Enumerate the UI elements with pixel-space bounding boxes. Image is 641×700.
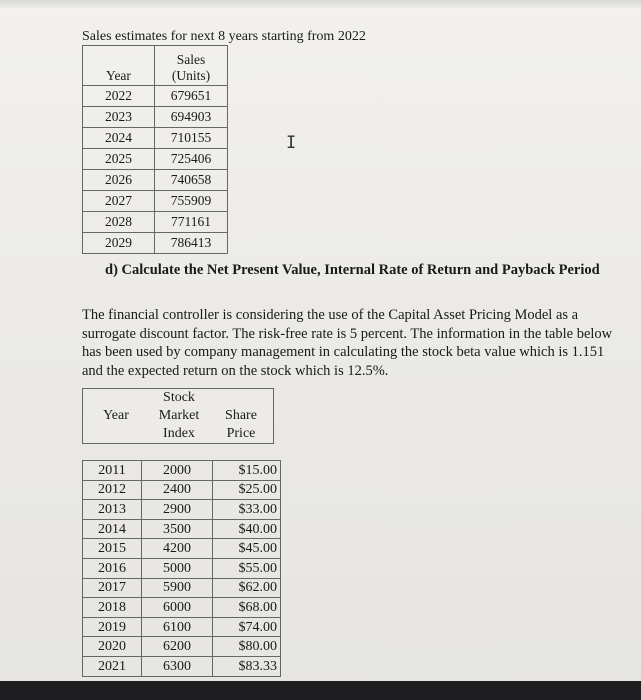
stock-header-price-line2: Price: [226, 426, 256, 441]
text-cursor-icon: I: [286, 133, 297, 153]
question-heading: d) Calculate the Net Present Value, Internal Rate of Return and Payback Period: [105, 262, 600, 278]
stock-cell-year: 2019: [83, 617, 142, 637]
stock-cell-year: 2011: [83, 461, 142, 481]
sales-cell-units: 755909: [155, 191, 228, 212]
sales-cell-year: 2025: [83, 149, 155, 170]
sales-cell-year: 2027: [83, 191, 155, 212]
stock-header-table: [82, 388, 274, 444]
sales-cell-units: 710155: [155, 128, 228, 149]
stock-cell-year: 2017: [83, 578, 142, 598]
sales-cell-year: 2024: [83, 128, 155, 149]
stock-row: [83, 598, 281, 618]
sales-table: [82, 45, 228, 254]
stock-header-index-line2: Market: [158, 408, 200, 423]
sales-row: [83, 191, 228, 212]
stock-cell-year: 2012: [83, 480, 142, 500]
stock-cell-index: 5000: [142, 558, 213, 578]
stock-header-index-line3: Index: [163, 426, 195, 441]
stock-cell-price: $15.00: [213, 461, 281, 481]
stock-header-row: [83, 389, 274, 444]
paragraph-line: The financial controller is considering the use of the Capital Asset Pricing Model as a: [82, 307, 579, 323]
stock-cell-year: 2021: [83, 656, 142, 676]
stock-cell-price: $25.00: [213, 480, 281, 500]
sales-header-row: [83, 46, 228, 86]
stock-row: [83, 578, 281, 598]
sales-cell-year: 2022: [83, 86, 155, 107]
sales-row: [83, 212, 228, 233]
sales-header-units: [155, 46, 228, 86]
stock-cell-price: $80.00: [213, 637, 281, 657]
stock-cell-price: $55.00: [213, 558, 281, 578]
sales-cell-year: 2023: [83, 107, 155, 128]
sales-row: [83, 233, 228, 254]
stock-header-year-label: Year: [103, 408, 129, 423]
stock-header-price: [209, 389, 274, 444]
stock-cell-price: $62.00: [213, 578, 281, 598]
stock-header-price-line1: Share: [225, 408, 257, 423]
sales-header-units-line2: (Units): [171, 68, 211, 83]
stock-row: [83, 500, 281, 520]
sales-cell-units: 771161: [155, 212, 228, 233]
sales-cell-units: 725406: [155, 149, 228, 170]
sales-row: [83, 128, 228, 149]
stock-cell-year: 2015: [83, 539, 142, 559]
sales-cell-year: 2026: [83, 170, 155, 191]
sales-row: [83, 107, 228, 128]
stock-header-index-line1: Stock: [163, 390, 195, 405]
stock-cell-index: 2000: [142, 461, 213, 481]
sales-caption: Sales estimates for next 8 years starting from 2022: [82, 29, 366, 44]
sales-cell-units: 679651: [155, 86, 228, 107]
stock-cell-index: 6000: [142, 598, 213, 618]
sales-cell-units: 694903: [155, 107, 228, 128]
paragraph-line: surrogate discount factor. The risk-free rate is 5 percent. The information in the table below: [82, 325, 613, 342]
stock-row: [83, 539, 281, 559]
stock-cell-index: 6100: [142, 617, 213, 637]
stock-cell-index: 2400: [142, 480, 213, 500]
stock-data-table: [82, 460, 281, 677]
sales-row: [83, 149, 228, 170]
stock-row: [83, 519, 281, 539]
stock-cell-index: 6300: [142, 656, 213, 676]
top-edge: [0, 0, 641, 8]
paragraph-line: and the expected return on the stock which is 12.5%.: [82, 362, 389, 379]
stock-cell-year: 2020: [83, 637, 142, 657]
stock-row: [83, 480, 281, 500]
stock-row: [83, 656, 281, 676]
sales-cell-year: 2028: [83, 212, 155, 233]
stock-cell-year: 2016: [83, 558, 142, 578]
sales-cell-units: 740658: [155, 170, 228, 191]
stock-cell-index: 6200: [142, 637, 213, 657]
stock-cell-year: 2014: [83, 519, 142, 539]
sales-row: [83, 170, 228, 191]
stock-cell-price: $83.33: [213, 656, 281, 676]
stock-cell-index: 2900: [142, 500, 213, 520]
stock-row: [83, 558, 281, 578]
stock-cell-index: 5900: [142, 578, 213, 598]
stock-row: [83, 461, 281, 481]
sales-header-units-line1: Sales: [176, 52, 206, 67]
stock-cell-price: $40.00: [213, 519, 281, 539]
stock-row: [83, 637, 281, 657]
sales-header-year: Year: [83, 46, 155, 86]
stock-header-index: [149, 389, 209, 444]
stock-cell-price: $74.00: [213, 617, 281, 637]
stock-cell-price: $33.00: [213, 500, 281, 520]
sales-cell-year: 2029: [83, 233, 155, 254]
stock-cell-index: 4200: [142, 539, 213, 559]
paragraph-line: has been used by company management in calculating the stock beta value which is 1.151: [82, 344, 605, 360]
stock-cell-index: 3500: [142, 519, 213, 539]
stock-cell-price: $68.00: [213, 598, 281, 618]
stock-header-year: [83, 389, 150, 444]
sales-cell-units: 786413: [155, 233, 228, 254]
bottom-edge: [0, 681, 641, 700]
stock-cell-year: 2018: [83, 598, 142, 618]
sales-row: [83, 86, 228, 107]
stock-cell-year: 2013: [83, 500, 142, 520]
stock-cell-price: $45.00: [213, 539, 281, 559]
stock-row: [83, 617, 281, 637]
question-paragraph: [82, 306, 627, 380]
